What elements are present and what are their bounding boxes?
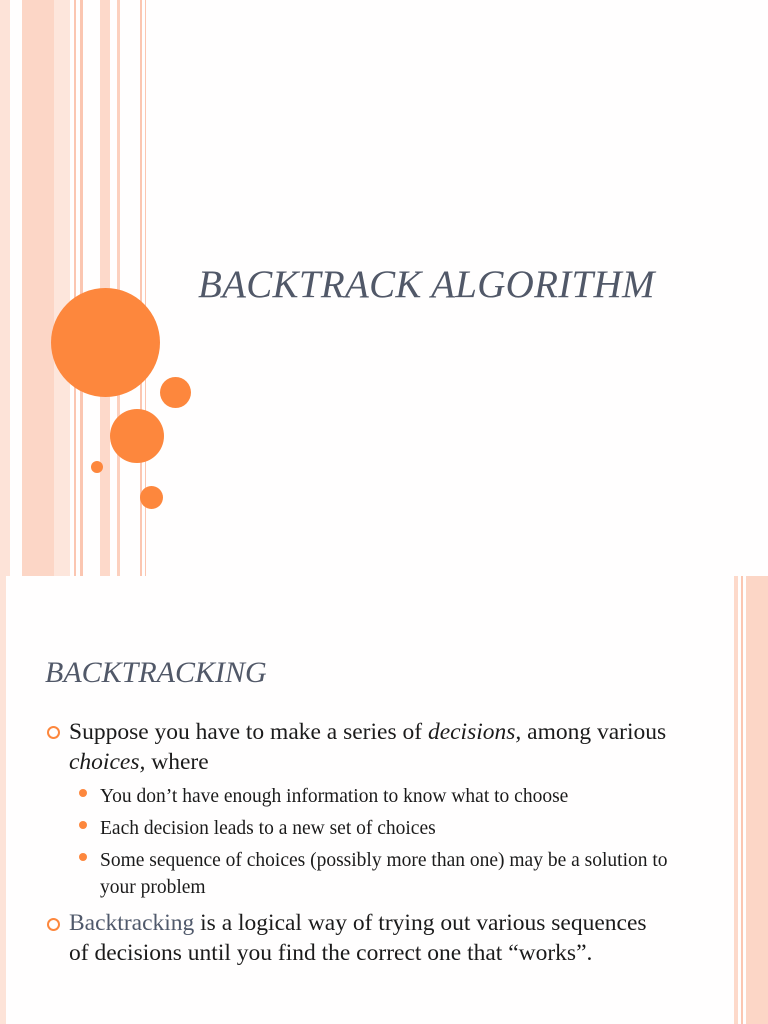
decor-stripe: [734, 576, 738, 1024]
bullet-dot-icon: [79, 853, 87, 861]
bullet-ring-icon: [47, 918, 60, 931]
bullet-text-part: where: [145, 749, 209, 775]
bullet-text-part: Suppose you have to make a series of: [69, 719, 428, 745]
decor-stripe: [0, 0, 10, 576]
slide-title: BACKTRACKING: [45, 656, 267, 689]
decor-stripe: [741, 576, 743, 1024]
decor-circle: [140, 486, 163, 509]
bullet-text-part: is a logical way of trying out various sequences of decisions until you find the correct one that “works”.: [69, 910, 647, 966]
decor-circle: [91, 461, 103, 473]
decor-stripe: [22, 0, 54, 576]
highlighted-term: Backtracking: [69, 910, 195, 936]
bullet-dot-icon: [79, 821, 87, 829]
slide-title: BACKTRACK ALGORITHM: [198, 263, 655, 306]
bullet-emphasis: decisions,: [427, 719, 522, 745]
bullet-ring-icon: [47, 726, 60, 739]
decor-stripe: [0, 576, 6, 1024]
decor-stripe: [54, 0, 70, 576]
decor-stripe: [117, 0, 120, 576]
sub-bullet-text: Some sequence of choices (possibly more than one) may be a solution to your problem: [100, 850, 668, 898]
sub-bullet-text: You don’t have enough information to know what to choose: [100, 786, 569, 807]
bullet-text-part: among various: [521, 719, 667, 745]
decor-stripe: [80, 0, 83, 576]
bullet-text: [69, 908, 669, 968]
bullet-emphasis: choices,: [69, 749, 146, 775]
decor-circle: [160, 377, 191, 408]
decor-stripe: [746, 576, 768, 1024]
decor-circle: [110, 409, 164, 463]
decor-stripe: [74, 0, 76, 576]
sub-bullet-text: Each decision leads to a new set of choices: [100, 818, 436, 839]
decor-circle-large: [51, 288, 160, 397]
content-slide: [0, 576, 768, 1024]
bullet-dot-icon: [79, 789, 87, 797]
bullet-text: [69, 717, 669, 777]
